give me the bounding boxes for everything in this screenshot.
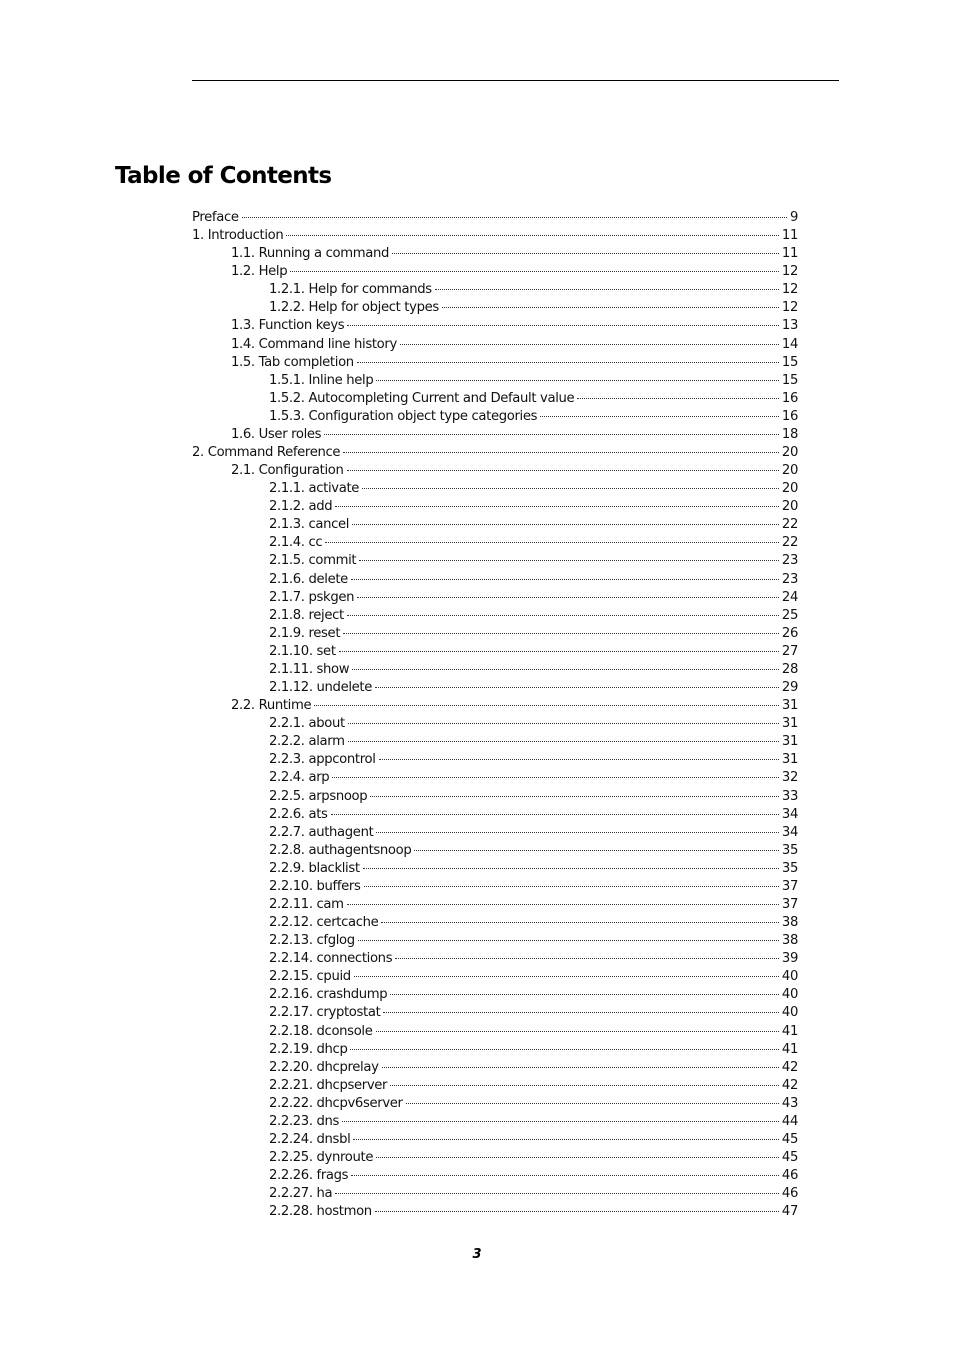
toc-dot-leader bbox=[352, 524, 779, 525]
toc-entry-label: 2.1.2. add bbox=[269, 499, 333, 515]
toc-dot-leader bbox=[376, 1031, 779, 1032]
toc-dot-leader bbox=[359, 560, 779, 561]
toc-entry-label: 2.2.19. dhcp bbox=[269, 1041, 348, 1057]
toc-entry-label: 2.2.11. cam bbox=[269, 896, 344, 912]
toc-entry-page: 23 bbox=[781, 571, 798, 587]
toc-entry[interactable] bbox=[192, 769, 798, 787]
toc-entry[interactable] bbox=[192, 896, 798, 914]
toc-entry-page: 28 bbox=[781, 661, 798, 677]
toc-entry-label: 1.3. Function keys bbox=[231, 318, 345, 334]
toc-entry-page: 26 bbox=[781, 625, 798, 641]
toc-dot-leader bbox=[435, 289, 779, 290]
toc-entry-label: 1.1. Running a command bbox=[231, 246, 389, 262]
toc-dot-leader bbox=[414, 850, 779, 851]
toc-dot-leader bbox=[379, 759, 779, 760]
toc-entry-page: 42 bbox=[781, 1059, 798, 1075]
toc-entry[interactable] bbox=[192, 932, 798, 950]
toc-entry-label: 1.5.2. Autocompleting Current and Default value bbox=[269, 390, 575, 406]
toc-dot-leader bbox=[351, 579, 779, 580]
page-title: Table of Contents bbox=[115, 163, 332, 189]
toc-entry[interactable] bbox=[192, 426, 798, 444]
toc-entry[interactable] bbox=[192, 679, 798, 697]
toc-entry[interactable] bbox=[192, 1077, 798, 1095]
toc-dot-leader bbox=[376, 380, 779, 381]
toc-entry[interactable] bbox=[192, 733, 798, 751]
toc-entry-label: 2.2.28. hostmon bbox=[269, 1204, 372, 1220]
toc-dot-leader bbox=[400, 344, 779, 345]
toc-dot-leader bbox=[339, 651, 779, 652]
toc-entry-page: 20 bbox=[781, 463, 798, 479]
toc-dot-leader bbox=[354, 976, 779, 977]
toc-entry[interactable] bbox=[192, 1004, 798, 1022]
toc-entry-label: 2.2.3. appcontrol bbox=[269, 752, 376, 768]
toc-dot-leader bbox=[362, 488, 779, 489]
toc-entry-page: 12 bbox=[781, 282, 798, 298]
toc-entry-label: 2.2.26. frags bbox=[269, 1168, 349, 1184]
toc-entry-label: 2.1.3. cancel bbox=[269, 517, 350, 533]
toc-entry-page: 20 bbox=[781, 481, 798, 497]
toc-entry[interactable] bbox=[192, 480, 798, 498]
toc-entry-label: 2.1.7. pskgen bbox=[269, 589, 355, 605]
toc-dot-leader bbox=[324, 434, 779, 435]
toc-entry[interactable] bbox=[192, 263, 798, 281]
toc-entry-page: 15 bbox=[781, 354, 798, 370]
toc-entry-label: 2.1.12. undelete bbox=[269, 680, 372, 696]
toc-dot-leader bbox=[343, 633, 779, 634]
toc-entry-page: 11 bbox=[781, 246, 798, 262]
toc-dot-leader bbox=[577, 398, 779, 399]
toc-entry-page: 9 bbox=[789, 210, 798, 225]
toc-entry[interactable] bbox=[192, 751, 798, 769]
toc-entry-page: 13 bbox=[781, 318, 798, 334]
toc-entry-page: 37 bbox=[781, 896, 798, 912]
toc-entry[interactable] bbox=[192, 589, 798, 607]
toc-entry-label: 2.2.12. certcache bbox=[269, 915, 379, 931]
toc-entry-page: 16 bbox=[781, 390, 798, 406]
toc-entry-page: 20 bbox=[781, 499, 798, 515]
toc-entry-page: 24 bbox=[781, 589, 798, 605]
toc-entry-page: 29 bbox=[781, 680, 798, 696]
toc-entry-page: 37 bbox=[781, 878, 798, 894]
toc-entry-page: 33 bbox=[781, 788, 798, 804]
toc-entry[interactable] bbox=[192, 1149, 798, 1167]
toc-dot-leader bbox=[390, 994, 779, 995]
toc-entry[interactable] bbox=[192, 715, 798, 733]
toc-entry[interactable] bbox=[192, 227, 798, 245]
toc-dot-leader bbox=[406, 1103, 779, 1104]
toc-entry[interactable] bbox=[192, 317, 798, 335]
toc-entry-page: 45 bbox=[781, 1131, 798, 1147]
toc-entry[interactable] bbox=[192, 372, 798, 390]
toc-dot-leader bbox=[540, 416, 779, 417]
toc-dot-leader bbox=[358, 940, 779, 941]
toc-dot-leader bbox=[376, 832, 779, 833]
toc-entry-label: 2.2.13. cfglog bbox=[269, 933, 355, 949]
toc-entry[interactable] bbox=[192, 824, 798, 842]
toc-entry[interactable] bbox=[192, 1203, 798, 1221]
toc-dot-leader bbox=[347, 904, 779, 905]
toc-entry[interactable] bbox=[192, 571, 798, 589]
page-number: 3 bbox=[472, 1247, 482, 1262]
toc-entry-label: 1.5.3. Configuration object type categories bbox=[269, 408, 538, 424]
toc-entry[interactable] bbox=[192, 914, 798, 932]
toc-dot-leader bbox=[357, 597, 779, 598]
toc-entry-page: 34 bbox=[781, 824, 798, 840]
toc-dot-leader bbox=[343, 452, 779, 453]
toc-dot-leader bbox=[364, 886, 779, 887]
toc-entry[interactable] bbox=[192, 661, 798, 679]
toc-entry-label: 2.1.6. delete bbox=[269, 571, 348, 587]
toc-entry-label: 2.2.8. authagentsnoop bbox=[269, 842, 412, 858]
toc-entry-label: 2.2.16. crashdump bbox=[269, 987, 388, 1003]
toc-entry-label: 2.1. Configuration bbox=[231, 463, 344, 479]
toc-entry-page: 25 bbox=[781, 607, 798, 623]
toc-entry-label: 2.1.1. activate bbox=[269, 481, 360, 497]
toc-entry[interactable] bbox=[192, 354, 798, 372]
toc-dot-leader bbox=[331, 814, 779, 815]
toc-entry-label: 1.2.1. Help for commands bbox=[269, 282, 432, 298]
toc-entry-page: 47 bbox=[781, 1204, 798, 1220]
toc-dot-leader bbox=[357, 362, 779, 363]
toc-dot-leader bbox=[375, 687, 779, 688]
toc-entry-label: 2.1.9. reset bbox=[269, 625, 341, 641]
toc-entry-page: 22 bbox=[781, 535, 798, 551]
toc-entry-label: 1.2. Help bbox=[231, 264, 288, 280]
toc-entry[interactable] bbox=[192, 552, 798, 570]
toc-entry[interactable] bbox=[192, 1185, 798, 1203]
toc-entry-page: 42 bbox=[781, 1077, 798, 1093]
toc-entry-page: 45 bbox=[781, 1150, 798, 1166]
toc-entry[interactable] bbox=[192, 788, 798, 806]
toc-entry-page: 38 bbox=[781, 933, 798, 949]
toc-entry[interactable] bbox=[192, 281, 798, 299]
toc-entry[interactable] bbox=[192, 336, 798, 354]
toc-entry-page: 38 bbox=[781, 915, 798, 931]
toc-entry[interactable] bbox=[192, 986, 798, 1004]
toc-entry[interactable] bbox=[192, 516, 798, 534]
toc-entry[interactable] bbox=[192, 860, 798, 878]
toc-entry-label: 1.5. Tab completion bbox=[231, 354, 354, 370]
toc-entry-page: 18 bbox=[781, 426, 798, 442]
toc-entry-page: 31 bbox=[781, 752, 798, 768]
toc-entry[interactable] bbox=[192, 534, 798, 552]
toc-entry-label: 1.5.1. Inline help bbox=[269, 372, 374, 388]
toc-entry[interactable] bbox=[192, 842, 798, 860]
toc-entry-label: 2.2.24. dnsbl bbox=[269, 1131, 351, 1147]
toc-entry-page: 31 bbox=[781, 716, 798, 732]
toc-entry-label: 2.2.9. blacklist bbox=[269, 860, 360, 876]
toc-entry[interactable] bbox=[192, 1095, 798, 1113]
toc-entry[interactable] bbox=[192, 878, 798, 896]
toc-dot-leader bbox=[335, 1193, 779, 1194]
toc-entry[interactable] bbox=[192, 968, 798, 986]
toc-entry-page: 40 bbox=[781, 987, 798, 1003]
toc-dot-leader bbox=[286, 235, 779, 236]
toc-entry[interactable] bbox=[192, 444, 798, 462]
toc-dot-leader bbox=[348, 741, 779, 742]
toc-entry[interactable] bbox=[192, 245, 798, 263]
toc-dot-leader bbox=[347, 615, 779, 616]
toc-entry-page: 12 bbox=[781, 264, 798, 280]
toc-dot-leader bbox=[442, 307, 779, 308]
toc-entry[interactable] bbox=[192, 299, 798, 317]
toc-entry-label: 2.2.7. authagent bbox=[269, 824, 374, 840]
toc-dot-leader bbox=[383, 1012, 778, 1013]
toc-entry-page: 41 bbox=[781, 1023, 798, 1039]
toc-entry-label: 2.2.1. about bbox=[269, 716, 345, 732]
toc-entry-label: 1. Introduction bbox=[192, 228, 284, 244]
toc-entry-page: 27 bbox=[781, 643, 798, 659]
toc-entry[interactable] bbox=[192, 462, 798, 480]
toc-entry-label: 2.2.25. dynroute bbox=[269, 1150, 374, 1166]
toc-entry-label: 2.1.4. cc bbox=[269, 535, 323, 551]
toc-entry-label: 2.2.4. arp bbox=[269, 770, 330, 786]
toc-entry[interactable] bbox=[192, 408, 798, 426]
toc-dot-leader bbox=[348, 723, 779, 724]
header-rule bbox=[192, 80, 839, 81]
toc-entry-page: 15 bbox=[781, 372, 798, 388]
toc-dot-leader bbox=[376, 1157, 779, 1158]
toc-entry[interactable] bbox=[192, 1131, 798, 1149]
toc-entry-label: 2.2.20. dhcprelay bbox=[269, 1059, 379, 1075]
toc-entry[interactable] bbox=[192, 950, 798, 968]
toc-dot-leader bbox=[353, 1139, 778, 1140]
toc-entry-label: 2.2.22. dhcpv6server bbox=[269, 1095, 403, 1111]
toc-entry-page: 41 bbox=[781, 1041, 798, 1057]
toc-entry-label: 2.1.8. reject bbox=[269, 607, 344, 623]
toc-entry-page: 31 bbox=[781, 734, 798, 750]
toc-dot-leader bbox=[332, 777, 779, 778]
toc-entry-page: 31 bbox=[781, 698, 798, 714]
toc-entry[interactable] bbox=[192, 806, 798, 824]
toc-entry-label: 1.4. Command line history bbox=[231, 336, 397, 352]
table-of-contents bbox=[192, 209, 798, 1221]
toc-entry-label: 2.2.15. cpuid bbox=[269, 969, 351, 985]
toc-dot-leader bbox=[392, 253, 779, 254]
toc-dot-leader bbox=[351, 1175, 779, 1176]
toc-entry-page: 44 bbox=[781, 1113, 798, 1129]
toc-entry-label: 2.2.2. alarm bbox=[269, 734, 345, 750]
toc-entry-label: 1.6. User roles bbox=[231, 426, 322, 442]
toc-entry-label: 2.1.10. set bbox=[269, 643, 336, 659]
toc-entry[interactable] bbox=[192, 697, 798, 715]
toc-dot-leader bbox=[363, 868, 779, 869]
toc-entry-page: 32 bbox=[781, 770, 798, 786]
toc-entry-label: 2.1.11. show bbox=[269, 661, 350, 677]
toc-entry-label: 2.2.6. ats bbox=[269, 806, 328, 822]
toc-entry-label: 2.2.5. arpsnoop bbox=[269, 788, 368, 804]
toc-entry-page: 40 bbox=[781, 969, 798, 985]
toc-dot-leader bbox=[370, 796, 779, 797]
toc-entry-page: 14 bbox=[781, 336, 798, 352]
toc-entry-label: 2.2.17. cryptostat bbox=[269, 1005, 381, 1021]
toc-dot-leader bbox=[314, 705, 779, 706]
toc-entry-page: 39 bbox=[781, 951, 798, 967]
toc-entry[interactable] bbox=[192, 607, 798, 625]
toc-entry-label: Preface bbox=[192, 210, 239, 225]
toc-entry-label: 2.1.5. commit bbox=[269, 553, 357, 569]
toc-entry-label: 2.2.27. ha bbox=[269, 1186, 333, 1202]
toc-entry-label: 2.2.14. connections bbox=[269, 951, 393, 967]
toc-dot-leader bbox=[395, 958, 779, 959]
toc-entry-label: 2.2.10. buffers bbox=[269, 878, 361, 894]
toc-entry-page: 34 bbox=[781, 806, 798, 822]
toc-entry-label: 2. Command Reference bbox=[192, 445, 341, 461]
toc-entry-page: 40 bbox=[781, 1005, 798, 1021]
toc-entry-page: 35 bbox=[781, 860, 798, 876]
toc-entry-label: 1.2.2. Help for object types bbox=[269, 300, 439, 316]
toc-entry-page: 46 bbox=[781, 1168, 798, 1184]
toc-entry-page: 20 bbox=[781, 445, 798, 461]
toc-dot-leader bbox=[352, 669, 779, 670]
toc-entry[interactable] bbox=[192, 498, 798, 516]
toc-dot-leader bbox=[290, 271, 779, 272]
toc-dot-leader bbox=[342, 1121, 779, 1122]
toc-dot-leader bbox=[347, 325, 779, 326]
toc-dot-leader bbox=[242, 217, 787, 218]
toc-entry[interactable] bbox=[192, 390, 798, 408]
toc-entry[interactable] bbox=[192, 1059, 798, 1077]
toc-entry-page: 35 bbox=[781, 842, 798, 858]
toc-entry-label: 2.2.23. dns bbox=[269, 1113, 340, 1129]
toc-dot-leader bbox=[350, 1049, 778, 1050]
toc-entry-page: 16 bbox=[781, 408, 798, 424]
toc-dot-leader bbox=[335, 506, 779, 507]
toc-entry-page: 43 bbox=[781, 1095, 798, 1111]
toc-entry-page: 46 bbox=[781, 1186, 798, 1202]
toc-entry-page: 12 bbox=[781, 300, 798, 316]
toc-entry[interactable] bbox=[192, 625, 798, 643]
toc-entry-label: 2.2.21. dhcpserver bbox=[269, 1077, 388, 1093]
toc-entry[interactable] bbox=[192, 1023, 798, 1041]
toc-entry-page: 11 bbox=[781, 228, 798, 244]
toc-entry[interactable] bbox=[192, 1113, 798, 1131]
toc-dot-leader bbox=[382, 1067, 779, 1068]
toc-dot-leader bbox=[347, 470, 779, 471]
toc-dot-leader bbox=[390, 1085, 779, 1086]
toc-dot-leader bbox=[325, 542, 779, 543]
toc-entry-page: 22 bbox=[781, 517, 798, 533]
toc-entry-label: 2.2. Runtime bbox=[231, 698, 312, 714]
toc-entry-page: 23 bbox=[781, 553, 798, 569]
toc-dot-leader bbox=[381, 922, 779, 923]
toc-entry-label: 2.2.18. dconsole bbox=[269, 1023, 373, 1039]
toc-entry[interactable] bbox=[192, 1167, 798, 1185]
toc-entry[interactable] bbox=[192, 1041, 798, 1059]
toc-dot-leader bbox=[375, 1211, 779, 1212]
toc-entry[interactable] bbox=[192, 209, 798, 227]
toc-entry[interactable] bbox=[192, 643, 798, 661]
